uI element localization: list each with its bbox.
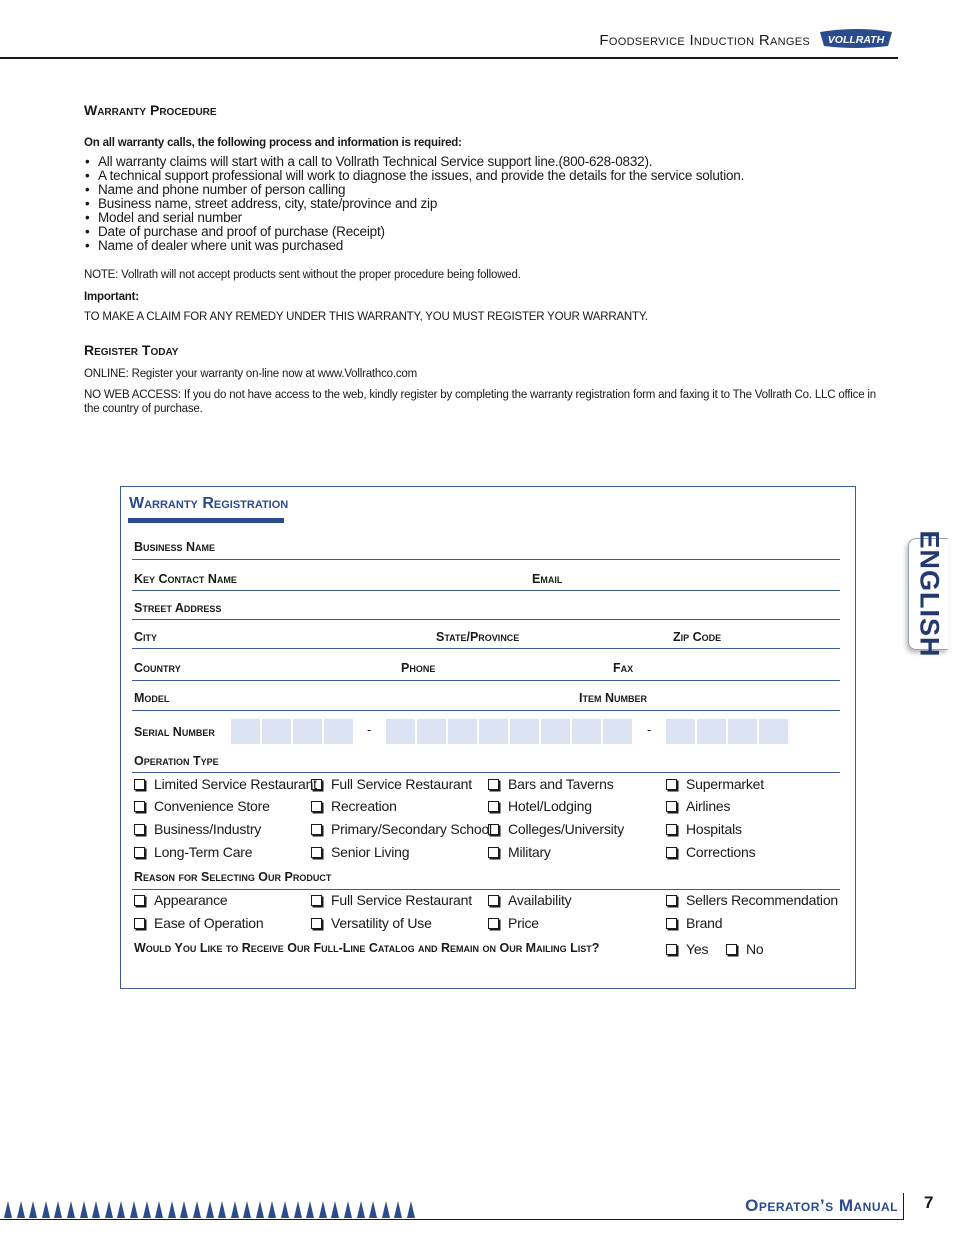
serial-digit-box[interactable]: [262, 719, 291, 744]
triangle-icon: [306, 1201, 314, 1218]
checkbox-icon[interactable]: [488, 918, 499, 929]
operation-option[interactable]: Business/Industry: [134, 821, 261, 837]
triangle-icon: [143, 1201, 151, 1218]
checkbox-icon[interactable]: [488, 895, 499, 906]
triangle-icon: [29, 1201, 37, 1218]
checkbox-icon[interactable]: [311, 918, 322, 929]
checkbox-icon[interactable]: [666, 801, 677, 812]
form-title: Warranty Registration: [129, 495, 289, 512]
checkbox-icon[interactable]: [134, 824, 145, 835]
serial-digit-box[interactable]: [603, 719, 632, 744]
triangle-icon: [92, 1201, 100, 1218]
serial-digit-box[interactable]: [759, 719, 788, 744]
triangle-icon: [206, 1201, 214, 1218]
operation-option[interactable]: Long-Term Care: [134, 844, 252, 860]
svg-text:VOLLRATH: VOLLRATH: [827, 34, 885, 46]
checkbox-icon[interactable]: [666, 824, 677, 835]
model-item-field[interactable]: [132, 710, 840, 711]
triangle-icon: [369, 1201, 377, 1218]
checkbox-icon[interactable]: [134, 847, 145, 858]
language-tab-label: ENGLISH: [914, 530, 944, 658]
triangle-icon: [357, 1201, 365, 1218]
serial-digit-box[interactable]: [541, 719, 570, 744]
footer-triangle-border: [4, 1201, 415, 1218]
triangle-icon: [54, 1201, 62, 1218]
operation-option[interactable]: Military: [488, 844, 551, 860]
operation-option[interactable]: Limited Service Restaurant: [134, 776, 317, 792]
catalog-question: Would You Like to Receive Our Full-Line Catalog and Remain on Our Mailing List?: [134, 941, 600, 955]
triangle-icon: [117, 1201, 125, 1218]
reason-option[interactable]: Appearance: [134, 892, 228, 908]
city-state-zip-field[interactable]: [132, 648, 840, 649]
triangle-icon: [4, 1201, 12, 1218]
city-label: City: [134, 630, 158, 644]
reason-option[interactable]: Versatility of Use: [311, 915, 432, 931]
reason-option[interactable]: Availability: [488, 892, 572, 908]
triangle-icon: [407, 1201, 415, 1218]
warranty-bullet: • Business name, street address, city, state/province and zip: [84, 197, 744, 211]
triangle-icon: [319, 1201, 327, 1218]
phone-label: Phone: [401, 661, 436, 675]
operation-option[interactable]: Airlines: [666, 798, 730, 814]
register-online: ONLINE: Register your warranty on-line now at www.Vollrathco.com: [84, 368, 417, 380]
triangle-icon: [281, 1201, 289, 1218]
serial-digit-box[interactable]: [666, 719, 695, 744]
page-number: 7: [924, 1193, 934, 1212]
warranty-bullet-list: [84, 155, 744, 253]
warranty-bullet: • All warranty claims will start with a call to Vollrath Technical Service support line.(800-628-0832).: [84, 155, 744, 169]
checkbox-icon[interactable]: [311, 779, 322, 790]
checkbox-icon[interactable]: [666, 895, 677, 906]
important-label: Important:: [84, 291, 139, 303]
triangle-icon: [331, 1201, 339, 1218]
footer-rule: [0, 1219, 903, 1220]
warranty-bullet: • Date of purchase and proof of purchase (Receipt): [84, 225, 744, 239]
serial-digit-box[interactable]: [417, 719, 446, 744]
serial-digit-box[interactable]: [231, 719, 260, 744]
warranty-registration-form: [120, 486, 856, 989]
triangle-icon: [294, 1201, 302, 1218]
checkbox-icon[interactable]: [488, 824, 499, 835]
catalog-no-option[interactable]: No: [726, 941, 764, 957]
register-today-heading: Register Today: [84, 342, 179, 358]
checkbox-icon[interactable]: [311, 847, 322, 858]
checkbox-icon[interactable]: [134, 895, 145, 906]
warranty-intro: On all warranty calls, the following process and information is required:: [84, 137, 462, 149]
warranty-procedure-heading: Warranty Procedure: [84, 102, 217, 118]
operation-type-rule: [132, 772, 840, 773]
checkbox-icon[interactable]: [311, 801, 322, 812]
triangle-icon: [155, 1201, 163, 1218]
triangle-icon: [80, 1201, 88, 1218]
serial-separator: -: [367, 722, 372, 737]
reason-option[interactable]: Price: [488, 915, 539, 931]
checkbox-icon[interactable]: [666, 944, 677, 955]
reason-option[interactable]: Ease of Operation: [134, 915, 263, 931]
operation-option[interactable]: Recreation: [311, 798, 397, 814]
triangle-icon: [344, 1201, 352, 1218]
checkbox-icon[interactable]: [134, 801, 145, 812]
triangle-icon: [193, 1201, 201, 1218]
triangle-icon: [42, 1201, 50, 1218]
serial-number-label: Serial Number: [134, 725, 215, 739]
serial-digit-box[interactable]: [293, 719, 322, 744]
warranty-bullet: • Name and phone number of person calling: [84, 183, 744, 197]
language-tab: [908, 530, 948, 658]
checkbox-icon[interactable]: [488, 801, 499, 812]
operation-option[interactable]: Senior Living: [311, 844, 409, 860]
triangle-icon: [218, 1201, 226, 1218]
checkbox-icon[interactable]: [311, 895, 322, 906]
checkbox-icon[interactable]: [488, 847, 499, 858]
triangle-icon: [243, 1201, 251, 1218]
footer-divider: [903, 1193, 904, 1220]
operation-option[interactable]: Primary/Secondary School: [311, 821, 492, 837]
triangle-icon: [268, 1201, 276, 1218]
catalog-yes-option[interactable]: Yes: [666, 941, 708, 957]
serial-digit-box[interactable]: [386, 719, 415, 744]
country-label: Country: [134, 661, 181, 675]
serial-digit-box[interactable]: [728, 719, 757, 744]
header-rule: [0, 57, 898, 59]
warranty-bullet: • A technical support professional will work to diagnose the issues, and provide the details for the service solution.: [84, 169, 744, 183]
country-phone-fax-field[interactable]: [132, 680, 840, 681]
important-text: TO MAKE A CLAIM FOR ANY REMEDY UNDER THIS WARRANTY, YOU MUST REGISTER YOUR WARRANTY.: [84, 311, 648, 323]
reason-option[interactable]: Full Service Restaurant: [311, 892, 472, 908]
checkbox-icon[interactable]: [488, 779, 499, 790]
warranty-bullet: • Model and serial number: [84, 211, 744, 225]
checkbox-icon[interactable]: [666, 847, 677, 858]
footer-title: Operator’s Manual: [745, 1196, 898, 1215]
business-name-label: Business Name: [134, 540, 216, 554]
checkbox-icon[interactable]: [311, 824, 322, 835]
checkbox-icon[interactable]: [666, 779, 677, 790]
triangle-icon: [67, 1201, 75, 1218]
checkbox-icon[interactable]: [726, 944, 737, 955]
serial-digit-box[interactable]: [572, 719, 601, 744]
vollrath-logo: [818, 28, 894, 50]
operation-type-label: Operation Type: [134, 754, 219, 768]
triangle-icon: [17, 1201, 25, 1218]
triangle-icon: [382, 1201, 390, 1218]
operation-option[interactable]: Full Service Restaurant: [311, 776, 472, 792]
triangle-icon: [180, 1201, 188, 1218]
street-address-field[interactable]: [132, 619, 840, 620]
key-contact-label: Key Contact Name: [134, 572, 237, 586]
reason-label: Reason for Selecting Our Product: [134, 870, 332, 884]
warranty-note: NOTE: Vollrath will not accept products sent without the proper procedure being followed.: [84, 269, 521, 281]
reason-rule: [132, 889, 840, 890]
checkbox-icon[interactable]: [666, 918, 677, 929]
serial-digit-box[interactable]: [324, 719, 353, 744]
zip-label: Zip Code: [673, 630, 722, 644]
operation-option[interactable]: Supermarket: [666, 776, 764, 792]
triangle-icon: [168, 1201, 176, 1218]
serial-digit-box[interactable]: [448, 719, 477, 744]
register-no-web: NO WEB ACCESS: If you do not have access to the web, kindly register by completing the warranty registration form and faxing it to The Vollrath Co. LLC office in the country of purchase.: [84, 389, 876, 415]
triangle-icon: [105, 1201, 113, 1218]
triangle-icon: [256, 1201, 264, 1218]
running-header: Foodservice Induction Ranges: [599, 32, 810, 49]
email-label: Email: [532, 572, 563, 586]
operation-option[interactable]: Hotel/Lodging: [488, 798, 592, 814]
triangle-icon: [130, 1201, 138, 1218]
reason-option[interactable]: Brand: [666, 915, 722, 931]
serial-separator: -: [647, 722, 652, 737]
operation-option[interactable]: Convenience Store: [134, 798, 270, 814]
street-address-label: Street Address: [134, 601, 222, 615]
triangle-icon: [394, 1201, 402, 1218]
operation-option[interactable]: Hospitals: [666, 821, 742, 837]
reason-option[interactable]: Sellers Recommendation: [666, 892, 838, 908]
checkbox-icon[interactable]: [134, 779, 145, 790]
contact-email-field[interactable]: [132, 590, 840, 591]
warranty-bullet: • Name of dealer where unit was purchased: [84, 239, 744, 253]
state-label: State/Province: [436, 630, 520, 644]
triangle-icon: [231, 1201, 239, 1218]
model-label: Model: [134, 691, 170, 705]
operation-option[interactable]: Bars and Taverns: [488, 776, 614, 792]
checkbox-icon[interactable]: [134, 918, 145, 929]
serial-digit-box[interactable]: [479, 719, 508, 744]
item-number-label: Item Number: [579, 691, 647, 705]
serial-digit-box[interactable]: [510, 719, 539, 744]
fax-label: Fax: [613, 661, 634, 675]
form-title-underline: [128, 518, 284, 523]
serial-digit-box[interactable]: [697, 719, 726, 744]
business-name-field[interactable]: [132, 559, 840, 560]
operation-option[interactable]: Colleges/University: [488, 821, 624, 837]
operation-option[interactable]: Corrections: [666, 844, 755, 860]
